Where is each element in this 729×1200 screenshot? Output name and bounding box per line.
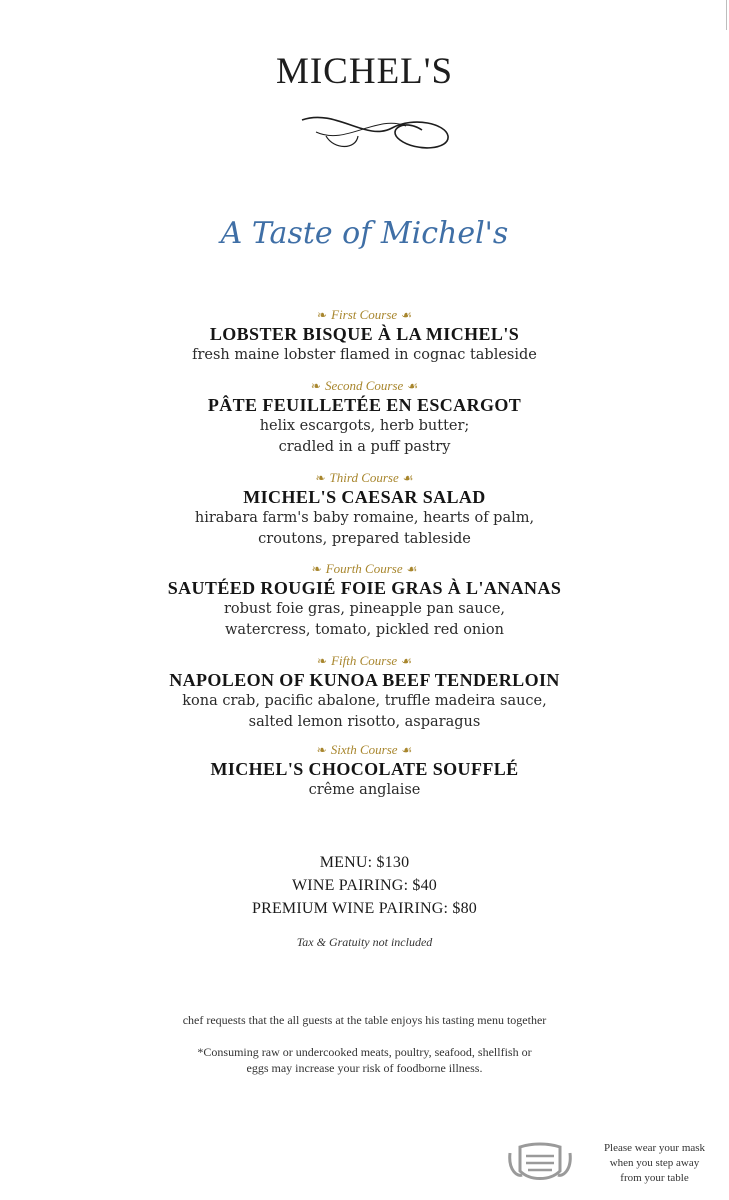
dish-name: LOBSTER BISQUE À LA MICHEL'S [209,324,520,344]
fleuron-icon: ❧ [315,471,326,485]
food-safety-warning [0,1044,729,1076]
premium-wine-pairing-price: PREMIUM WINE PAIRING: $80 [251,900,477,917]
dish-name: PÂTE FEUILLETÉE EN ESCARGOT [207,395,522,415]
course-label [0,470,729,486]
fleuron-icon: ❧ [311,562,322,576]
logo-flourish-icon [296,106,456,156]
course-label [0,307,729,323]
course-1 [0,307,729,366]
course-label-text: First Course [331,307,398,322]
page-edge-line [726,0,727,30]
pricing-block [0,851,729,920]
fleuron-icon: ❧ [316,743,327,757]
dish-name: MICHEL'S CHOCOLATE SOUFFLÉ [210,759,519,779]
course-label [0,653,729,669]
fleuron-icon: ❧ [310,379,321,393]
dish-name: NAPOLEON OF KUNOA BEEF TENDERLOIN [169,670,560,690]
dish-description: croutons, prepared tableside [258,531,471,547]
course-label [0,561,729,577]
course-label-text: Third Course [329,470,399,485]
dish-description: crême anglaise [308,782,421,798]
course-label-text: Second Course [324,378,404,393]
course-label-text: Fourth Course [325,561,403,576]
dish-description: helix escargots, herb butter; [259,418,470,434]
face-mask-icon [504,1141,576,1183]
chef-note: chef requests that the all guests at the table enjoys his tasting menu together [182,1013,547,1027]
menu-price: MENU: $130 [319,854,410,871]
fleuron-icon: ☙ [401,743,413,757]
dish-description: salted lemon risotto, asparagus [248,714,481,730]
course-3 [0,470,729,550]
wine-pairing-price: WINE PAIRING: $40 [291,877,438,894]
dish-description: fresh maine lobster flamed in cognac tableside [192,347,537,363]
fleuron-icon: ☙ [402,471,414,485]
course-4 [0,561,729,641]
course-label [0,742,729,758]
restaurant-logo [0,44,729,116]
mask-note-line: when you step away [609,1157,700,1169]
dish-description: kona crab, pacific abalone, truffle madeira sauce, [182,693,547,709]
dish-description: cradled in a puff pastry [278,439,451,455]
dish-name: MICHEL'S CAESAR SALAD [243,487,486,507]
dish-description: hirabara farm's baby romaine, hearts of palm, [194,510,535,526]
mask-note-line: Please wear your mask [603,1142,706,1154]
course-6 [0,742,729,801]
course-5 [0,653,729,733]
fleuron-icon: ☙ [407,379,419,393]
course-label [0,378,729,394]
menu-title: A Taste of Michel's [220,216,509,251]
course-label-text: Sixth Course [330,742,398,757]
fleuron-icon: ❧ [317,654,328,668]
dish-description: robust foie gras, pineapple pan sauce, [223,601,506,617]
fleuron-icon: ❧ [317,308,328,322]
warning-line: *Consuming raw or undercooked meats, poultry, seafood, shellfish or [197,1045,532,1059]
fleuron-icon: ☙ [401,654,412,668]
mask-note-line: from your table [620,1172,689,1184]
dish-description: watercress, tomato, pickled red onion [225,622,504,638]
fleuron-icon: ☙ [401,308,412,322]
course-label-text: Fifth Course [331,653,398,668]
fleuron-icon: ☙ [406,562,418,576]
logo-wordmark: MICHEL'S [275,51,454,92]
warning-line: eggs may increase your risk of foodborne illness. [246,1061,483,1075]
dish-name: SAUTÉED ROUGIÉ FOIE GRAS À L'ANANAS [167,578,562,598]
course-2 [0,378,729,458]
tax-note: Tax & Gratuity not included [296,935,433,949]
mask-note [582,1141,727,1186]
